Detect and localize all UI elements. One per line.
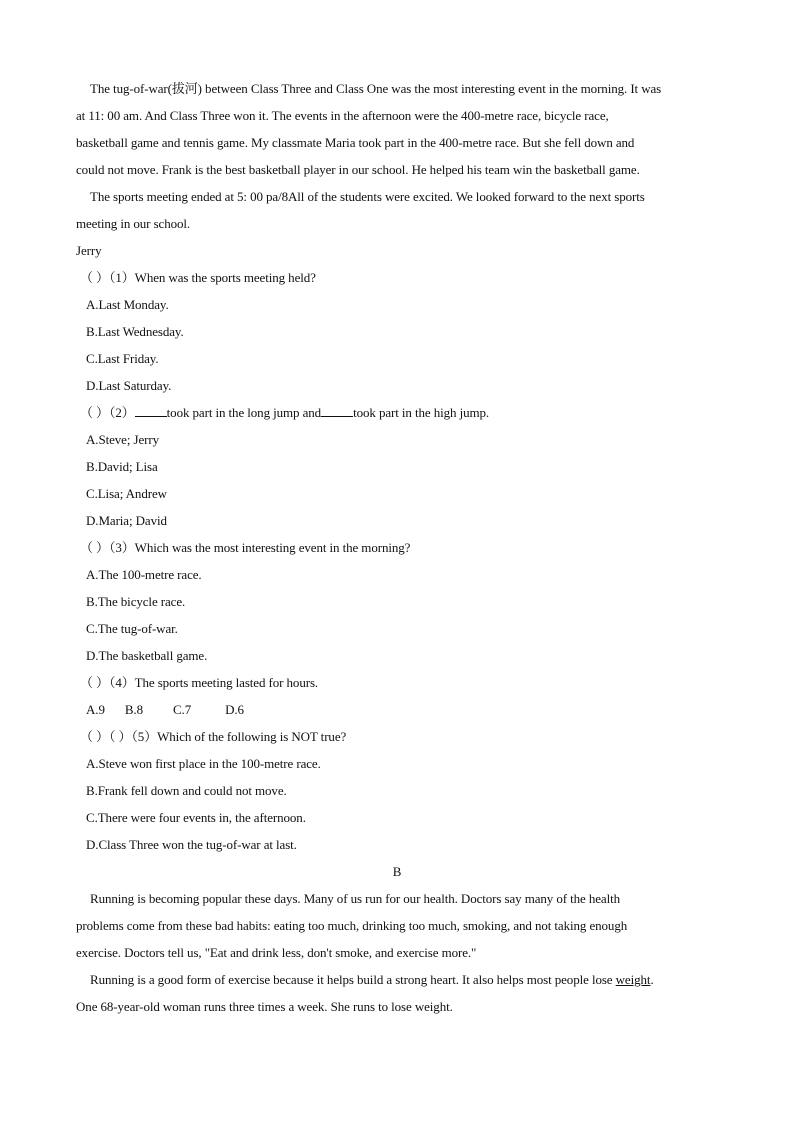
question-3-option-c: C.The tug-of-war. (86, 621, 178, 636)
question-5-option-d: D.Class Three won the tug-of-war at last. (86, 837, 297, 852)
passage-a-line-5: The sports meeting ended at 5: 00 pa/8All of the students were excited. We looked forward to the next sports (90, 189, 645, 204)
passage-a-line-1: The tug-of-war(拔河) between Class Three and Class One was the most interesting event in the morning. It was (90, 81, 662, 96)
question-2-option-d: D.Maria; David (86, 513, 167, 528)
question-4-option-c: C.7 (172, 702, 192, 717)
question-4-option-b: B.8 (124, 702, 143, 717)
signature-name: Jerry (76, 243, 102, 258)
question-3 (80, 540, 410, 556)
question-2-stem-part2: took part in the high jump. (353, 405, 490, 420)
underlined-word: weight (615, 972, 651, 987)
section-b-line-5: One 68-year-old woman runs three times a week. She runs to lose weight. (76, 999, 453, 1014)
passage-a-line-6: meeting in our school. (76, 216, 191, 231)
question-2-prefix: （ ）（2） (80, 405, 135, 420)
question-4-stem: The sports meeting lasted for hours. (134, 675, 319, 690)
question-5-option-a: A.Steve won first place in the 100-metre race. (86, 756, 321, 771)
question-4-option-d: D.6 (225, 702, 244, 717)
question-2-option-c: C.Lisa; Andrew (86, 486, 167, 501)
section-b-heading: B (392, 864, 402, 879)
question-1-option-d: D.Last Saturday. (86, 378, 172, 393)
question-2 (80, 405, 489, 421)
question-2-option-b: B.David; Lisa (86, 459, 158, 474)
question-1-prefix: （ ）（1） (80, 270, 135, 285)
question-5-option-b: B.Frank fell down and could not move. (86, 783, 287, 798)
question-1-stem: When was the sports meeting held? (134, 270, 316, 285)
question-3-option-a: A.The 100-metre race. (86, 567, 202, 582)
section-b-line-2: problems come from these bad habits: eating too much, drinking too much, smoking, and not taking enough (76, 918, 628, 933)
passage-a-line-2: at 11: 00 am. And Class Three won it. The events in the afternoon were the 400-metre race, bicycle race, (76, 108, 609, 123)
question-5 (80, 729, 346, 745)
question-1-option-c: C.Last Friday. (86, 351, 159, 366)
question-3-prefix: （ ）（3） (80, 540, 135, 555)
question-2-stem-part1: took part in the long jump and (166, 405, 322, 420)
section-b-line-1: Running is becoming popular these days. Many of us run for our health. Doctors say many of the health (90, 891, 621, 906)
question-1-option-b: B.Last Wednesday. (86, 324, 184, 339)
question-1-option-a: A.Last Monday. (86, 297, 169, 312)
section-b-line-3: exercise. Doctors tell us, "Eat and drink less, don't smoke, and exercise more." (76, 945, 477, 960)
passage-a-line-3: basketball game and tennis game. My classmate Maria took part in the 400-metre race. But she fell down and (76, 135, 635, 150)
question-5-stem: Which of the following is NOT true? (157, 729, 347, 744)
question-3-option-d: D.The basketball game. (86, 648, 208, 663)
question-3-option-b: B.The bicycle race. (86, 594, 186, 609)
question-4 (80, 675, 318, 691)
section-b-line-4 (90, 972, 654, 988)
question-5-option-c: C.There were four events in, the afternoon. (86, 810, 306, 825)
question-2-option-a: A.Steve; Jerry (86, 432, 159, 447)
answer-blank (135, 405, 167, 417)
section-b-line-4-end: . (650, 972, 654, 987)
question-3-stem: Which was the most interesting event in the morning? (134, 540, 411, 555)
question-1 (80, 270, 316, 286)
question-4-prefix: （ ）（4） (80, 675, 135, 690)
passage-a-line-4: could not move. Frank is the best basketball player in our school. He helped his team win the basketball game. (76, 162, 640, 177)
answer-blank (321, 405, 353, 417)
question-4-option-a: A.9 (86, 702, 105, 717)
question-5-prefix: （ ）（ ）（5） (80, 729, 158, 744)
section-b-line-4-text: Running is a good form of exercise because it helps build a strong heart. It also helps most people lose (90, 972, 616, 987)
question-4-options (86, 702, 244, 718)
